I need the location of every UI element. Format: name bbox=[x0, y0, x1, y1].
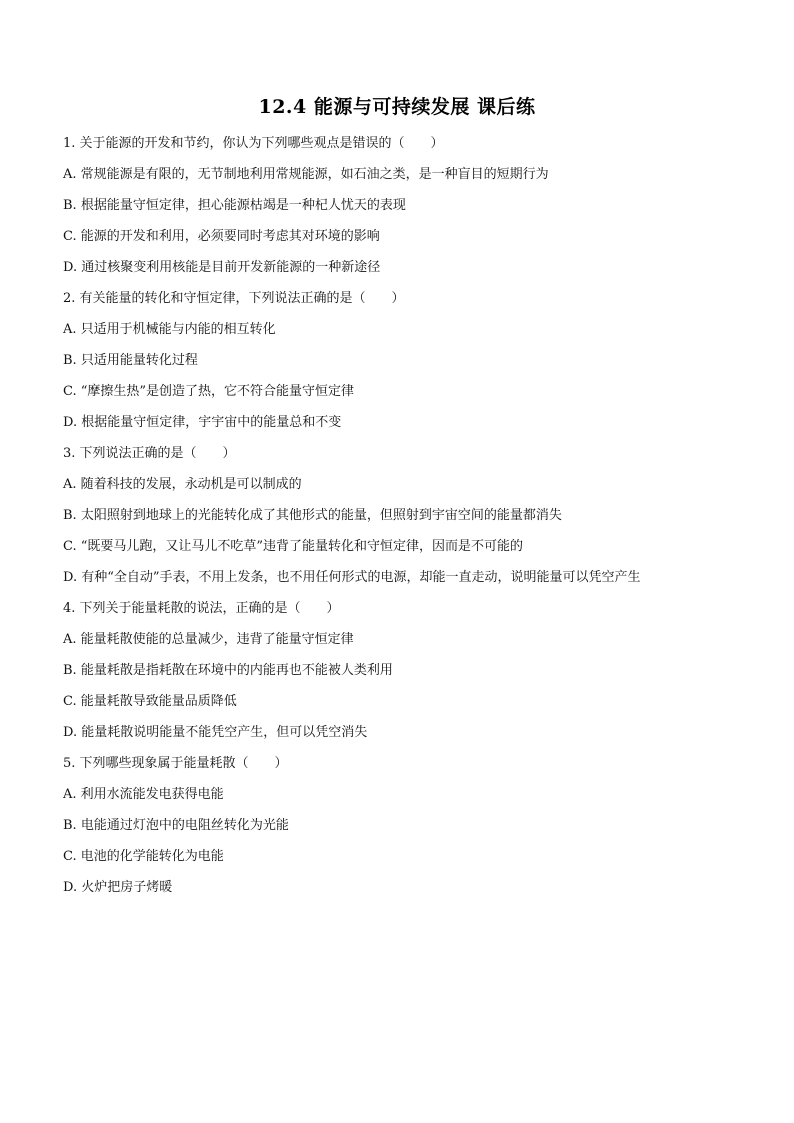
question-3-option-b: B. 太阳照射到地球上的光能转化成了其他形式的能量，但照射到宇宙空间的能量都消失 bbox=[63, 508, 562, 523]
question-5-option-c: C. 电池的化学能转化为电能 bbox=[63, 849, 224, 864]
question-3-option-a: A. 随着科技的发展，永动机是可以制成的 bbox=[63, 477, 302, 492]
question-5-option-d: D. 火炉把房子烤暖 bbox=[63, 880, 173, 895]
question-2-option-d: D. 根据能量守恒定律，宇宇宙中的能量总和不变 bbox=[63, 415, 342, 430]
question-2-option-b: B. 只适用能量转化过程 bbox=[63, 353, 198, 368]
question-2-option-a: A. 只适用于机械能与内能的相互转化 bbox=[63, 322, 276, 337]
question-1-option-b: B. 根据能量守恒定律，担心能源枯竭是一种杞人忧天的表现 bbox=[63, 198, 406, 213]
question-3-stem: 3. 下列说法正确的是（ ） bbox=[63, 446, 236, 461]
question-1-stem: 1. 关于能源的开发和节约，你认为下列哪些观点是错误的（ ） bbox=[63, 136, 444, 151]
question-3-option-c: C. “既要马儿跑，又让马儿不吃草”违背了能量转化和守恒定律，因而是不可能的 bbox=[63, 539, 524, 554]
question-5-option-b: B. 电能通过灯泡中的电阻丝转化为光能 bbox=[63, 818, 289, 833]
question-1-option-d: D. 通过核聚变利用核能是目前开发新能源的一种新途径 bbox=[63, 260, 381, 275]
question-4-option-d: D. 能量耗散说明能量不能凭空产生，但可以凭空消失 bbox=[63, 725, 368, 740]
question-4-option-b: B. 能量耗散是指耗散在环境中的内能再也不能被人类利用 bbox=[63, 663, 393, 678]
question-4-stem: 4. 下列关于能量耗散的说法，正确的是（ ） bbox=[63, 601, 340, 616]
question-2-option-c: C. “摩擦生热”是创造了热，它不符合能量守恒定律 bbox=[63, 384, 355, 399]
question-3-option-d: D. 有种“全自动”手表，不用上发条，也不用任何形式的电源，却能一直走动，说明能量可以凭空产生 bbox=[63, 570, 641, 585]
question-list bbox=[63, 133, 753, 908]
question-4-option-c: C. 能量耗散导致能量品质降低 bbox=[63, 694, 237, 709]
question-2-stem: 2. 有关能量的转化和守恒定律，下列说法正确的是（ ） bbox=[63, 291, 405, 306]
question-4-option-a: A. 能量耗散使能的总量减少，违背了能量守恒定律 bbox=[63, 632, 354, 647]
document-title: 12.4 能源与可持续发展 课后练 bbox=[258, 96, 536, 118]
question-5-option-a: A. 利用水流能发电获得电能 bbox=[63, 787, 224, 802]
question-5-stem: 5. 下列哪些现象属于能量耗散（ ） bbox=[63, 756, 288, 771]
question-1-option-c: C. 能源的开发和利用，必须要同时考虑其对环境的影响 bbox=[63, 229, 380, 244]
question-1-option-a: A. 常规能源是有限的，无节制地利用常规能源，如石油之类，是一种盲目的短期行为 bbox=[63, 167, 549, 182]
